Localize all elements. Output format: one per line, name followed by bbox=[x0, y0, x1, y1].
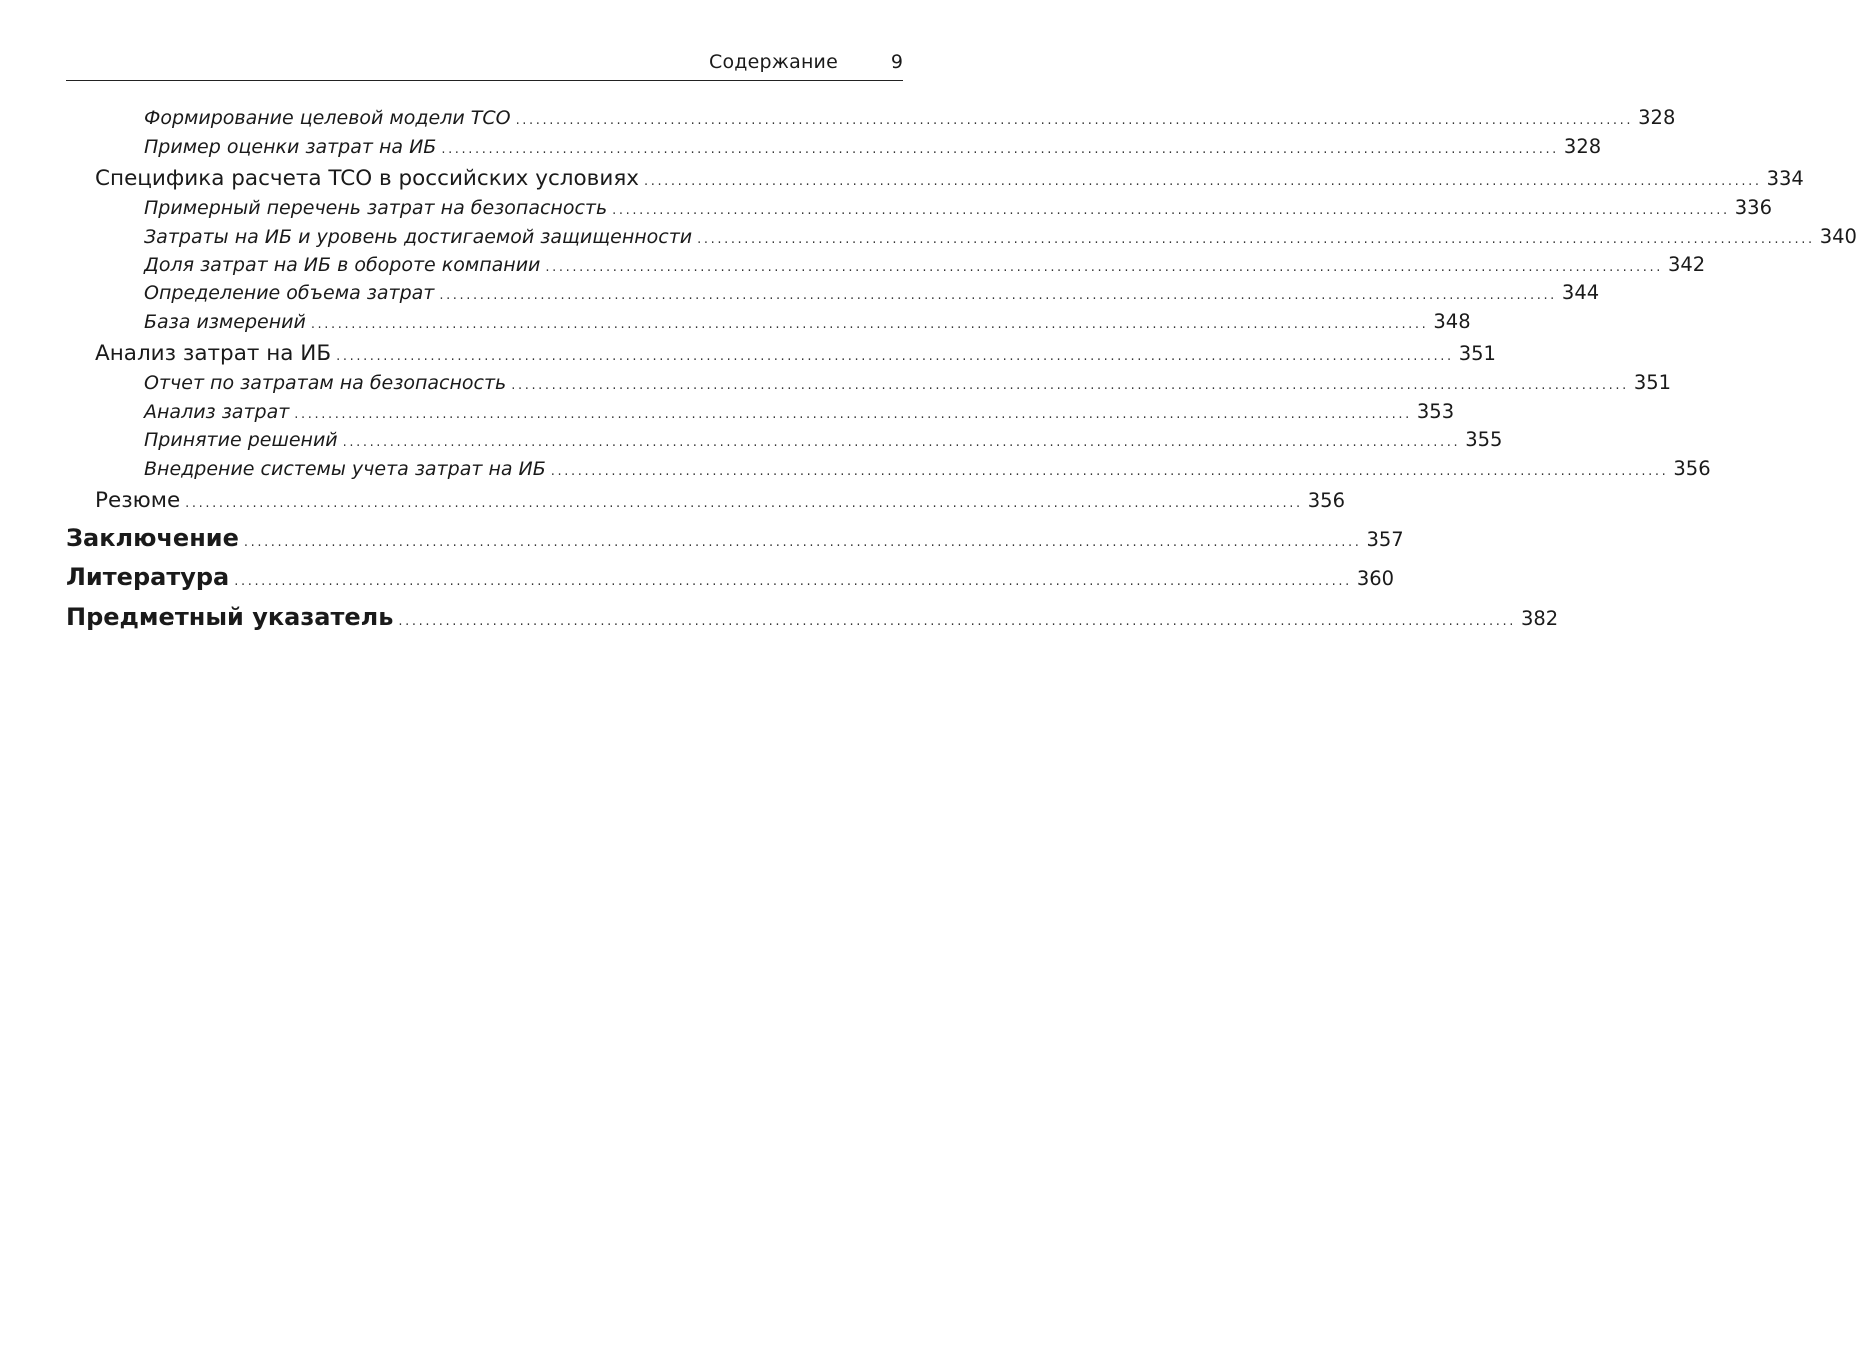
toc-entry-page: 353 bbox=[1416, 400, 1455, 423]
toc-entry-page: 334 bbox=[1766, 167, 1804, 190]
toc-entry[interactable] bbox=[66, 253, 1706, 276]
toc-entry-title: Анализ затрат bbox=[144, 401, 290, 423]
running-head bbox=[66, 50, 903, 81]
dot-leader: ...................................................................................................................................................................... bbox=[342, 435, 1461, 450]
dot-leader: ...................................................................................................................................................................... bbox=[439, 288, 1557, 303]
toc-entry-title: Примерный перечень затрат на безопасность bbox=[144, 197, 608, 219]
dot-leader: ...................................................................................................................................................................... bbox=[234, 574, 1352, 589]
dot-leader: ...................................................................................................................................................................... bbox=[511, 378, 1629, 393]
dot-leader: ...................................................................................................................................................................... bbox=[398, 614, 1516, 629]
toc-entry[interactable] bbox=[66, 371, 1672, 394]
dot-leader: ...................................................................................................................................................................... bbox=[612, 203, 1730, 218]
toc-entry[interactable] bbox=[66, 281, 1600, 304]
toc-entry-title: Определение объема затрат bbox=[144, 282, 435, 304]
toc-entry-page: 356 bbox=[1307, 489, 1345, 512]
toc-entry-title: Предметный указатель bbox=[66, 603, 394, 631]
toc-entry-page: 340 bbox=[1819, 225, 1857, 248]
toc-entry-title: Резюме bbox=[95, 488, 181, 513]
toc-entry[interactable] bbox=[66, 563, 1395, 591]
toc-entry-page: 344 bbox=[1561, 281, 1600, 304]
toc-entry-title: Принятие решений bbox=[144, 429, 338, 451]
toc-entry[interactable] bbox=[66, 400, 1455, 423]
toc-entry[interactable] bbox=[66, 106, 1676, 129]
toc-entry[interactable] bbox=[66, 225, 1857, 248]
running-head-page-number: 9 bbox=[890, 51, 903, 73]
toc-entry[interactable] bbox=[66, 603, 1559, 631]
toc-entry[interactable] bbox=[66, 166, 1804, 191]
toc-entry-title: Литература bbox=[66, 563, 230, 591]
toc-entry-title: Доля затрат на ИБ в обороте компании bbox=[144, 254, 541, 276]
toc-entry-page: 360 bbox=[1356, 567, 1395, 590]
dot-leader: ...................................................................................................................................................................... bbox=[310, 317, 1429, 332]
dot-leader: ...................................................................................................................................................................... bbox=[697, 232, 1815, 247]
toc-entry-page: 328 bbox=[1638, 106, 1676, 129]
toc-entry-title: Специфика расчета TCO в российских условиях bbox=[95, 166, 639, 191]
toc-entry[interactable] bbox=[66, 196, 1772, 219]
dot-leader: ...................................................................................................................................................................... bbox=[441, 142, 1559, 157]
dot-leader: ...................................................................................................................................................................... bbox=[336, 349, 1454, 364]
toc-entry[interactable] bbox=[66, 488, 1345, 513]
toc-entry[interactable] bbox=[66, 135, 1602, 158]
toc-entry[interactable] bbox=[66, 428, 1503, 451]
dot-leader: ...................................................................................................................................................................... bbox=[185, 496, 1303, 511]
toc-entry-title: Пример оценки затрат на ИБ bbox=[144, 136, 437, 158]
toc-entry-title: База измерений bbox=[144, 311, 306, 333]
toc-entry-page: 382 bbox=[1520, 607, 1559, 630]
toc-entry-title: Отчет по затратам на безопасность bbox=[144, 372, 507, 394]
dot-leader: ...................................................................................................................................................................... bbox=[515, 113, 1634, 128]
toc-entry-page: 328 bbox=[1563, 135, 1602, 158]
toc-entry[interactable] bbox=[66, 310, 1471, 333]
toc-entry[interactable] bbox=[66, 341, 1496, 366]
toc-entry-page: 355 bbox=[1465, 428, 1503, 451]
dot-leader: ...................................................................................................................................................................... bbox=[643, 174, 1762, 189]
toc-entry-page: 351 bbox=[1633, 371, 1672, 394]
running-head-title: Содержание bbox=[709, 51, 838, 73]
toc-entry-page: 351 bbox=[1458, 342, 1496, 365]
toc-entry-page: 357 bbox=[1366, 528, 1404, 551]
dot-leader: ...................................................................................................................................................................... bbox=[545, 260, 1663, 275]
toc-entry[interactable] bbox=[66, 524, 1404, 552]
toc-entry-page: 342 bbox=[1667, 253, 1706, 276]
dot-leader: ...................................................................................................................................................................... bbox=[294, 407, 1412, 422]
toc-entry-title: Формирование целевой модели TCO bbox=[144, 107, 511, 129]
toc-entry-title: Заключение bbox=[66, 524, 239, 552]
dot-leader: ...................................................................................................................................................................... bbox=[243, 535, 1362, 550]
toc-entry[interactable] bbox=[66, 457, 1711, 480]
dot-leader: ...................................................................................................................................................................... bbox=[550, 464, 1669, 479]
toc-entry-title: Анализ затрат на ИБ bbox=[95, 341, 332, 366]
toc-entry-title: Внедрение системы учета затрат на ИБ bbox=[144, 458, 546, 480]
toc-entry-page: 356 bbox=[1673, 457, 1711, 480]
toc-entry-title: Затраты на ИБ и уровень достигаемой защищенности bbox=[144, 226, 693, 248]
toc-entry-page: 348 bbox=[1433, 310, 1471, 333]
toc-entry-page: 336 bbox=[1734, 196, 1772, 219]
